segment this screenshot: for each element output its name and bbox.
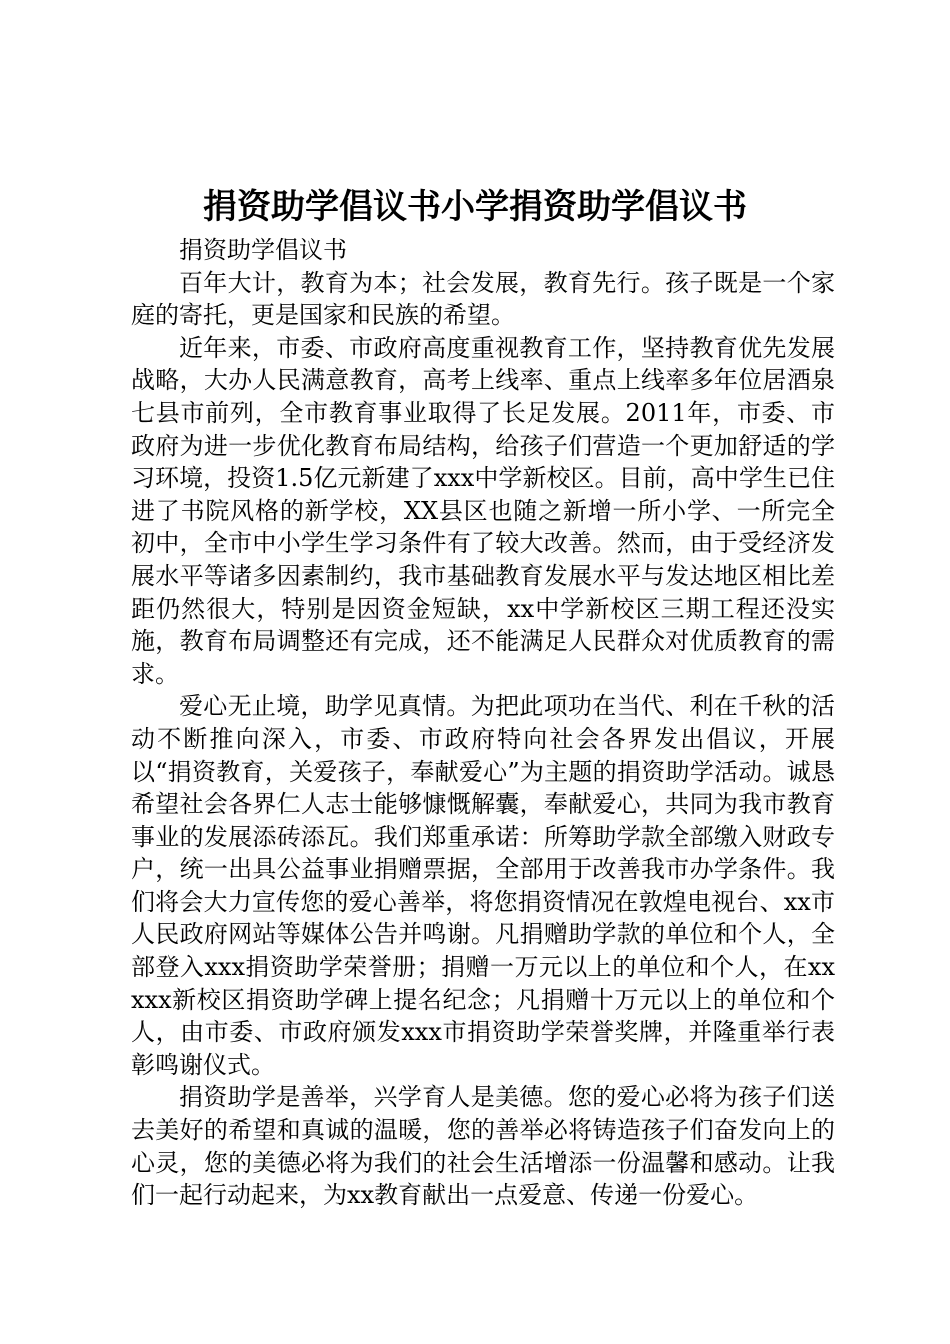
paragraph: 爱心无止境，助学见真情。为把此项功在当代、利在千秋的活动不断推向深入，市委、市政府特向社会各界发出倡议，开展以“捐资教育，关爱孩子，奉献爱心”为主题的捐资助学活动。诚恳希望社会各界仁人志士能够慷慨解囊，奉献爱心，共同为我市教育事业的发展添砖添瓦。我们郑重承诺：所筹助学款全部缴入财政专户，统一出具公益事业捐赠票据，全部用于改善我市办学条件。我们将会大力宣传您的爱心善举，将您捐资情况在敦煌电视台、xx市人民政府网站等媒体公告并鸣谢。凡捐赠助学款的单位和个人，全部登入xxx捐资助学荣誉册；捐赠一万元以上的单位和个人，在xxxxx新校区捐资助学碑上提名纪念；凡捐赠十万元以上的单位和个人，由市委、市政府颁发xxx市捐资助学荣誉奖牌，并隆重举行表彰鸣谢仪式。 <box>131 692 835 1079</box>
paragraph: 近年来，市委、市政府高度重视教育工作，坚持教育优先发展战略，大办人民满意教育，高考上线率、重点上线率多年位居酒泉七县市前列，全市教育事业取得了长足发展。2011年，市委、市政府为进一步优化教育布局结构，给孩子们营造一个更加舒适的学习环境，投资1.5亿元新建了xxx中学新校区。目前，高中学生已住进了书院风格的新学校，XX县区也随之新增一所小学、一所完全初中，全市中小学生学习条件有了较大改善。然而，由于受经济发展水平等诸多因素制约，我市基础教育发展水平与发达地区相比差距仍然很大，特别是因资金短缺，xx中学新校区三期工程还没实施，教育布局调整还有完成，还不能满足人民群众对优质教育的需求。 <box>131 333 835 688</box>
paragraph: 捐资助学是善举，兴学育人是美德。您的爱心必将为孩子们送去美好的希望和真诚的温暖，您的善举必将铸造孩子们奋发向上的心灵，您的美德必将为我们的社会生活增添一份温馨和感动。让我们一起行动起来，为xx教育献出一点爱意、传递一份爱心。 <box>131 1083 835 1210</box>
paragraph-heading: 捐资助学倡议书 <box>179 236 347 264</box>
document-body <box>131 234 835 1212</box>
paragraph: 百年大计，教育为本；社会发展，教育先行。孩子既是一个家庭的寄托，更是国家和民族的希望。 <box>131 268 835 330</box>
document-title: 捐资助学倡议书小学捐资助学倡议书 <box>203 187 747 227</box>
